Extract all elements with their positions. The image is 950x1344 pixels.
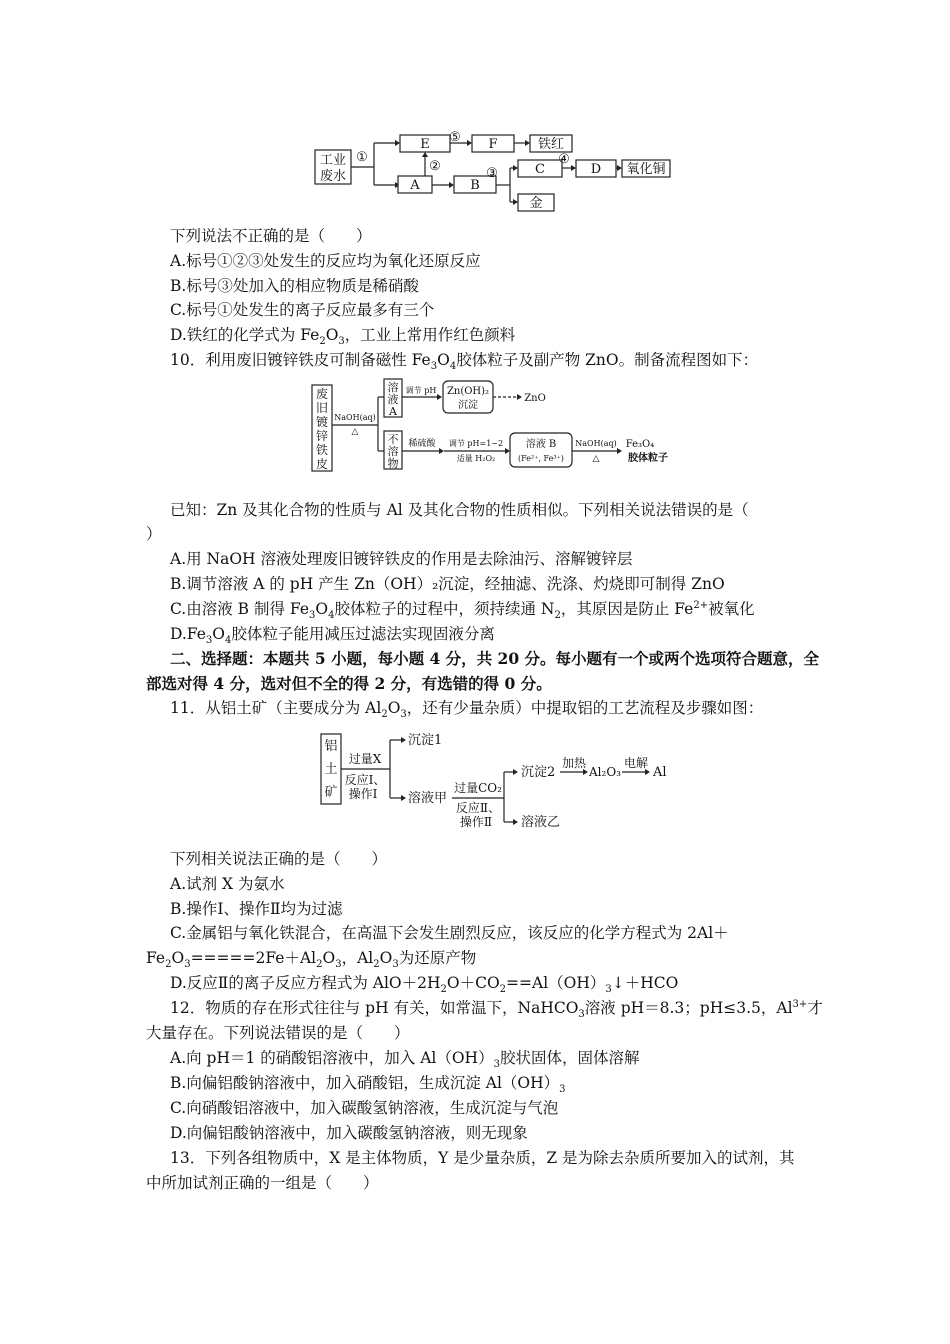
d1-iron-red: 铁红 (537, 137, 565, 152)
d2-sol-a-2: A (389, 405, 397, 418)
q10-option-b[interactable]: B.调节溶液 A 的 pH 产生 Zn（OH）₂沉淀，经抽滤、洗涤、灼烧即可制得 ZnO (170, 575, 725, 593)
d2-adj-ph: 调节 pH (405, 386, 437, 395)
q12-option-a[interactable]: A.向 pH＝1 的硝酸铝溶液中，加入 $Al(OH)_3$胶状固体，固体溶解 (170, 1049, 640, 1071)
d1-step3: ③ (486, 166, 498, 181)
d3-op2: 操作Ⅱ (459, 815, 493, 829)
d3-excess-x: 过量X (348, 752, 382, 766)
d3-precip1: 沉淀1 (408, 733, 443, 748)
section2-heading-cont: 部选对得 4 分，选对但不全的得 2 分，有选错的得 0 分。 (146, 674, 552, 693)
q11-question: 下列相关说法正确的是（ ） (170, 850, 388, 868)
d2-sol-a-1: 液 (387, 393, 399, 406)
d1-step4: ④ (558, 152, 570, 167)
d2-znoh: Zn(OH)₂ (446, 386, 490, 397)
d2-source-1: 旧 (315, 401, 329, 415)
d3-electrolysis: 电解 (623, 756, 649, 770)
q12-option-c[interactable]: C.向硝酸铝溶液中，加入碳酸氢钠溶液，生成沉淀与气泡 (170, 1099, 559, 1117)
d2-naoh: NaOH(aq) (334, 413, 376, 422)
diagram-bauxite-flow (318, 728, 688, 836)
d1-step1: ① (356, 150, 368, 165)
d3-al: Al (653, 765, 667, 780)
q10-option-c[interactable]: C.由溶液 B 制得 $Fe_3O_4$胶体粒子的过程中，须持续通 $N_2$，其原因是防止 $Fe^{2+}$被氧化 (170, 599, 755, 622)
d3-al2o3: Al₂O₃ (589, 765, 621, 779)
q13-stem: 13．下列各组物质中，X 是主体物质，Y 是少量杂质，Z 是为除去杂质所要加入的试剂，其 (170, 1149, 795, 1167)
d3-heat: 加热 (561, 756, 587, 770)
q10-stem: 10．利用废旧镀锌铁皮可制备磁性 $Fe_3O_4$胶体粒子及副产物 ZnO。制备流程图如下： (170, 351, 759, 373)
q12-option-b[interactable]: B.向偏铝酸钠溶液中，加入硝酸铝，生成沉淀 $Al(OH)_3$ (170, 1074, 566, 1096)
q11-option-c[interactable]: C.金属铝与氧化铁混合，在高温下会发生剧烈反应，该反应的化学方程式为 2Al＋ (170, 924, 729, 942)
q11-option-d[interactable]: D.反应Ⅱ的离子反应方程式为 $AlO+2H_2O+CO_2==Al(OH)_3↓+HCO$ (170, 974, 679, 996)
d1-gold: 金 (529, 196, 543, 211)
d1-box-f: F (488, 137, 498, 152)
q12-stem-cont: 大量存在。下列说法错误的是（ ） (146, 1024, 410, 1042)
d3-precip2: 沉淀2 (521, 765, 556, 780)
d2-adj-ph2: 调节 pH=1~2 (448, 439, 504, 448)
d2-naoh2: NaOH(aq) (575, 439, 617, 448)
d2-source-2: 镀 (315, 415, 329, 429)
q12-option-d[interactable]: D.向偏铝酸钠溶液中，加入碳酸氢钠溶液，则无现象 (170, 1124, 528, 1142)
d1-step5: ⑤ (449, 130, 461, 145)
q10-option-d[interactable]: $D.Fe_3O_4$胶体粒子能用减压过滤法实现固液分离 (170, 625, 495, 647)
q11-option-c-cont: $Fe_2O_3=====2Fe+Al_2O_3$，$Al_2O_3$为还原产物 (146, 949, 477, 971)
d3-react1: 反应Ⅰ、 (344, 773, 386, 787)
d2-source-4: 铁 (315, 443, 329, 457)
d3-excess-co2: 过量CO₂ (454, 781, 502, 795)
d2-insol-0: 不 (387, 433, 399, 446)
d2-source-0: 废 (315, 387, 329, 401)
d2-insol-2: 物 (387, 457, 399, 470)
d3-sol-jia: 溶液甲 (408, 791, 448, 806)
d1-box-e: E (420, 137, 430, 152)
d1-box-a: A (410, 178, 420, 193)
d3-source-0: 铝 (324, 739, 338, 754)
q12-stem: 12．物质的存在形式往往与 pH 有关，如常温下，NaHCO$_3$溶液 pH＝8.3；pH≤3.5，$Al^{3+}$才 (170, 998, 823, 1021)
d2-delta2: △ (592, 454, 600, 464)
d1-source-top: 工业 (319, 153, 347, 168)
d2-source-5: 皮 (315, 457, 329, 471)
d2-sol-a-0: 溶 (387, 381, 399, 394)
section2-heading: 二、选择题：本题共 5 小题，每小题 4 分，共 20 分。每小题有一个或两个选项符合题意，全 (170, 649, 820, 668)
d2-colloid: 胶体粒子 (628, 453, 668, 464)
d3-source-2: 矿 (324, 785, 338, 800)
d3-sol-yi: 溶液乙 (521, 815, 561, 830)
d2-dilute-acid: 稀硫酸 (408, 439, 436, 449)
q11-option-b[interactable]: B.操作Ⅰ、操作Ⅱ均为过滤 (170, 900, 343, 918)
d2-insol-1: 溶 (387, 445, 399, 458)
q9-option-d[interactable]: D.铁红的化学式为 $Fe_2O_3$，工业上常用作红色颜料 (170, 326, 516, 348)
d2-source-3: 锌 (315, 429, 329, 443)
d2-zno: ZnO (524, 393, 546, 404)
d2-sol-b-ions: (Fe²⁺, Fe³⁺) (518, 454, 564, 463)
q9-option-b[interactable]: B.标号③处加入的相应物质是稀硝酸 (170, 277, 419, 295)
q11-option-a[interactable]: A.试剂 X 为氨水 (170, 875, 285, 893)
q13-stem-cont: 中所加试剂正确的一组是（ ） (146, 1174, 379, 1192)
d2-fe3o4: Fe₃O₄ (625, 439, 655, 450)
diagram-zinc-iron-flow (308, 375, 688, 475)
d2-precip: 沉淀 (458, 400, 478, 411)
d1-step2: ② (429, 159, 441, 174)
d2-delta: △ (351, 427, 359, 437)
d1-box-c: C (535, 162, 545, 177)
d1-box-d: D (590, 162, 602, 177)
d3-react2: 反应Ⅱ、 (455, 801, 501, 815)
d1-source-bottom: 废水 (319, 169, 347, 184)
d2-sol-b: 溶液 B (525, 439, 557, 450)
q9-stem: 下列说法不正确的是（ ） (170, 227, 372, 245)
d3-source-1: 土 (324, 762, 338, 777)
q11-stem: 11．从铝土矿（主要成分为 $Al_2O_3$，还有少量杂质）中提取铝的工艺流程及步骤如图： (170, 699, 764, 721)
d3-op1: 操作Ⅰ (348, 787, 378, 801)
d1-box-b: B (470, 178, 480, 193)
q10-known-end: ） (146, 525, 162, 543)
q10-known: 已知：Zn 及其化合物的性质与 Al 及其化合物的性质相似。下列相关说法错误的是（ (170, 501, 749, 519)
d1-copper-oxide: 氧化铜 (626, 162, 666, 177)
q10-option-a[interactable]: A.用 NaOH 溶液处理废旧镀锌铁皮的作用是去除油污、溶解镀锌层 (170, 550, 633, 568)
diagram-wastewater-flow (312, 130, 682, 220)
q9-option-a[interactable]: A.标号①②③处发生的反应均为氧化还原反应 (170, 252, 481, 270)
q9-option-c[interactable]: C.标号①处发生的离子反应最多有三个 (170, 301, 435, 319)
d2-h2o2: 适量 H₂O₂ (456, 454, 496, 463)
